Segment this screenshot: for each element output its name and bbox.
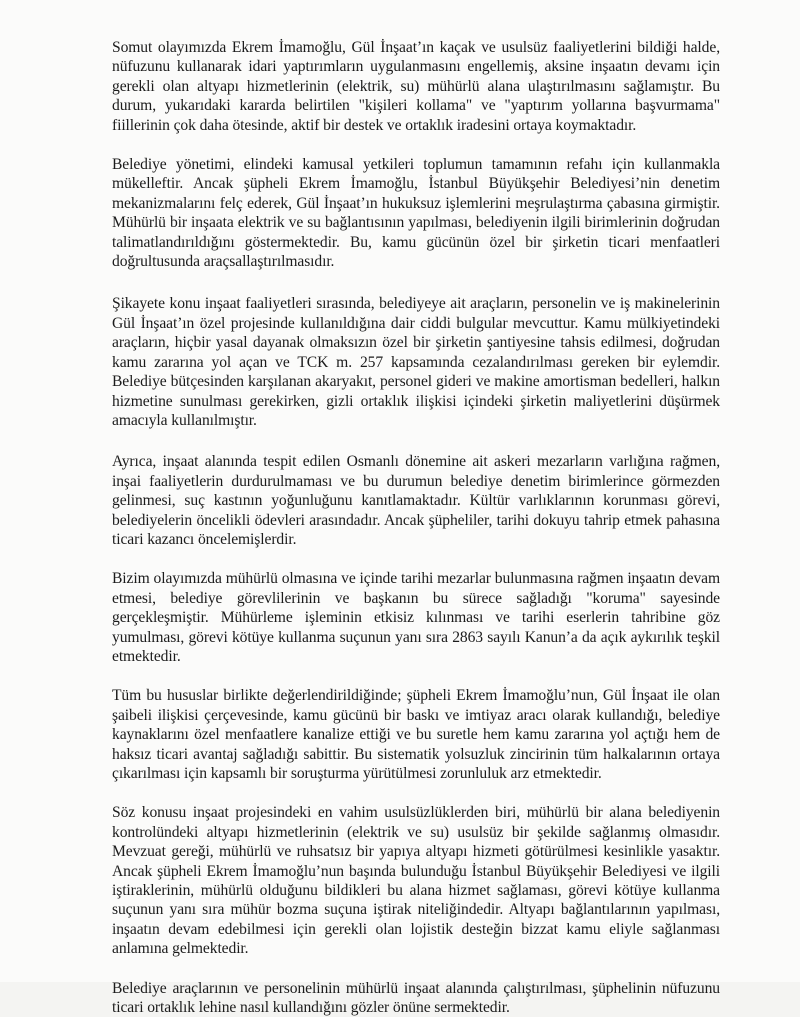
paragraph-8: Belediye araçlarının ve personelinin mühürlü inşaat alanında çalıştırılması, şüphelinin nüfuzunu ticari ortaklık lehine nasıl kullandığını gözler önüne sermektedir. <box>112 979 720 1017</box>
paragraph-4: Ayrıca, inşaat alanında tespit edilen Osmanlı dönemine ait askeri mezarların varlığına rağmen, inşai faaliyetlerin durdurulmaması ve bu durumun belediye denetim birimlerince görmezden gelinmesi, suç kastının yoğunluğunu kanıtlamaktadır. Kültür varlıklarının korunması görevi, belediyelerin öncelikli ödevleri arasındadır. Ancak şüpheliler, tarihi dokuyu tahrip etmek pahasına ticari kazancı öncelemişlerdir. <box>112 453 720 548</box>
paragraph-6: Tüm bu hususlar birlikte değerlendirildiğinde; şüpheli Ekrem İmamoğlu’nun, Gül İnşaat ile olan şaibeli ilişkisi çerçevesinde, kamu gücünü bir baskı ve imtiyaz aracı olarak kullandığı, belediye kaynaklarını özel menfaatlere kanalize ettiği ve bu suretle hem kamu zararına yol açtığı hem de haksız ticari avantaj sağladığı sabittir. Bu sistematik yolsuzluk zincirinin tüm halkalarının ortaya çıkarılması için kapsamlı bir soruşturma yürütülmesi zorunluluk arz etmektedir. <box>112 687 720 782</box>
paragraph-3: Şikayete konu inşaat faaliyetleri sırasında, belediyeye ait araçların, personelin ve iş makinelerinin Gül İnşaat’ın özel projesinde kullanıldığına dair ciddi bulgular mevcuttur. Kamu mülkiyetindeki araçların, hiçbir yasal dayanak olmaksızın özel bir şirketin şantiyesine tahsis edilmesi, doğrudan kamu zararına yol açan ve TCK m. 257 kapsamında cezalandırılması gereken bir eylemdir. Belediye bütçesinden karşılanan akaryakıt, personel gideri ve makine amortisman bedelleri, halkın hizmetine sunulması gerekirken, gizli ortaklık ilişkisi içindeki şirketin maliyetlerini düşürmek amacıyla kullanılmıştır. <box>112 295 720 429</box>
paragraph-2: Belediye yönetimi, elindeki kamusal yetkileri toplumun tamamının refahı için kullanmakla mükelleftir. Ancak şüpheli Ekrem İmamoğlu, İstanbul Büyükşehir Belediyesi’nin denetim mekanizmalarını felç ederek, Gül İnşaat’ın hukuksuz işlemlerini meşrulaştırma çabasına girmiştir. Mühürlü bir inşaata elektrik ve su bağlantısının yapılması, belediyenin ilgili birimlerinin doğrudan talimatlandırıldığını göstermektedir. Bu, kamu gücünün özel bir şirketin ticari menfaatleri doğrultusunda araçsallaştırılmasıdır. <box>112 156 720 271</box>
paragraph-5: Bizim olayımızda mühürlü olmasına ve içinde tarihi mezarlar bulunmasına rağmen inşaatın devam etmesi, belediye görevlilerinin ve başkanın bu sürece sağladığı "koruma" sayesinde gerçekleşmiştir. Mühürleme işleminin etkisiz kılınması ve tarihi eserlerin tahribine göz yumulması, görevi kötüye kullanma suçunun yanı sıra 2863 sayılı Kanun’a da açık aykırılık teşkil etmektedir. <box>112 570 720 665</box>
paragraph-7: Söz konusu inşaat projesindeki en vahim usulsüzlüklerden biri, mühürlü bir alana belediyenin kontrolündeki altyapı hizmetlerinin (elektrik ve su) usulsüz bir şekilde sağlanmış olmasıdır. Mevzuat gereği, mühürlü ve ruhsatsız bir yapıya altyapı hizmeti götürülmesi kesinlikle yasaktır. Ancak şüpheli Ekrem İmamoğlu’nun başında bulunduğu İstanbul Büyükşehir Belediyesi ve ilgili iştiraklerinin, mühürlü olduğunu bildikleri bu alana hizmet sağlaması, görevi kötüye kullanma suçunun yanı sıra mühür bozma suçuna iştirak niteliğindedir. Altyapı bağlantılarının yapılması, inşaatın devam edebilmesi için gerekli olan lojistik desteğin bizzat kamu eliyle sağlanması anlamına gelmektedir. <box>112 804 720 958</box>
paragraph-1: Somut olayımızda Ekrem İmamoğlu, Gül İnşaat’ın kaçak ve usulsüz faaliyetlerini bildiği halde, nüfuzunu kullanarak idari yaptırımların uygulanmasını engellemiş, aksine inşaatın devamı için gerekli olan altyapı hizmetlerinin (elektrik, su) mühürlü alana ulaştırılmasını sağlamıştır. Bu durum, yukarıdaki kararda belirtilen "kişileri kollama" ve "yaptırım yollarına başvurmama" fiillerinin çok daha ötesinde, aktif bir destek ve ortaklık iradesini ortaya koymaktadır. <box>112 39 720 134</box>
